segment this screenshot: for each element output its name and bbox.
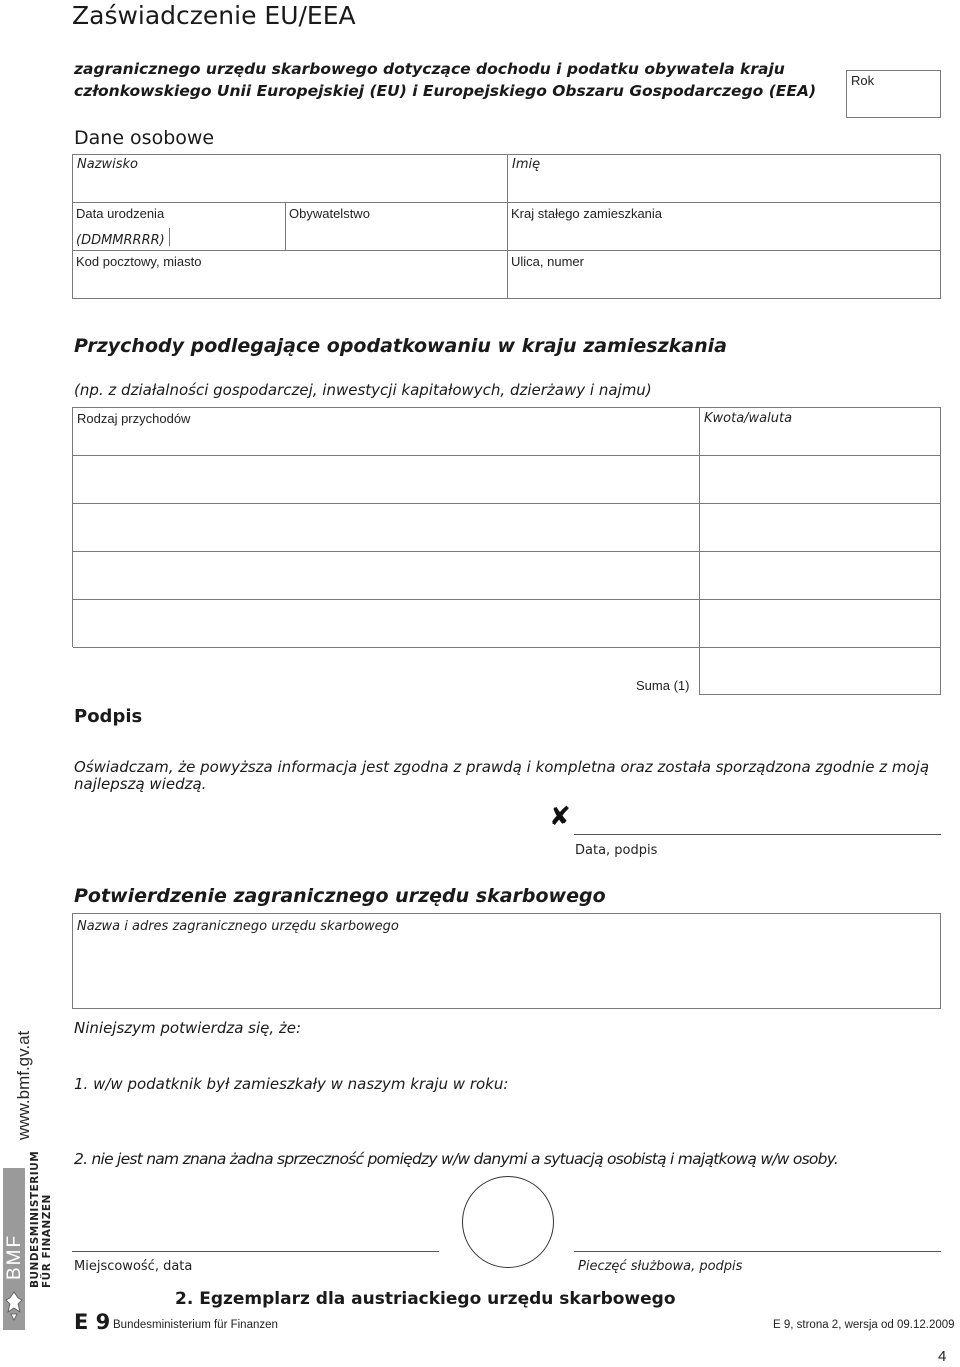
office-name-label: Nazwa i adres zagranicznego urzędu skarbowego xyxy=(77,919,399,934)
surname-field[interactable] xyxy=(73,155,506,201)
postal-city-label: Kod pocztowy, miasto xyxy=(76,254,202,269)
copy-note: 2. Egzemplarz dla austriackiego urzędu skarbowego xyxy=(175,1289,676,1309)
bmf-logo-text: BMF xyxy=(4,1233,25,1280)
birth-date-format: (DDMMRRRR) xyxy=(76,233,165,248)
stamp-sign-line[interactable] xyxy=(574,1251,941,1252)
form-version: E 9, strona 2, wersja od 09.12.2009 xyxy=(773,1319,955,1331)
confirm-item-2: 2. nie jest nam znana żadna sprzeczność pomiędzy w/w danymi a sytuacją osobistą i majątkową w/w osoby. xyxy=(74,1150,839,1168)
page-title: Zaświadczenie EU/EEA xyxy=(72,1,356,30)
place-date-line[interactable] xyxy=(72,1251,439,1252)
declaration-text: Oświadczam, że powyższa informacja jest zgodna z prawdą i kompletna oraz została sporządzona zgodnie z moją najlepszą wiedzą. xyxy=(74,758,930,793)
income-type-cell-4[interactable] xyxy=(73,600,698,646)
income-note: (np. z działalności gospodarczej, inwestycji kapitałowych, dzierżawy i najmu) xyxy=(74,381,652,399)
form-code: E 9 xyxy=(74,1310,111,1334)
signature-heading: Podpis xyxy=(74,706,143,727)
ministry-footer: Bundesministerium für Finanzen xyxy=(113,1319,278,1331)
first-name-field[interactable] xyxy=(508,155,940,201)
postal-city-field[interactable] xyxy=(73,251,506,298)
income-heading: Przychody podlegające opodatkowaniu w kraju zamieszkania xyxy=(74,335,727,357)
income-amount-cell-3[interactable] xyxy=(700,552,940,598)
income-amount-header: Kwota/waluta xyxy=(704,411,793,426)
street-field[interactable] xyxy=(508,251,940,298)
income-type-cell-1[interactable] xyxy=(73,456,698,502)
year-field[interactable] xyxy=(846,70,941,118)
income-type-cell-2[interactable] xyxy=(73,504,698,550)
confirm-item-1: 1. w/w podatknik był zamieszkały w naszym kraju w roku: xyxy=(74,1075,509,1093)
year-label: Rok xyxy=(851,73,875,88)
form-subtitle xyxy=(74,58,816,102)
confirm-intro: Niniejszym potwierdza się, że: xyxy=(74,1019,302,1037)
citizenship-field[interactable] xyxy=(286,203,506,249)
personal-data-heading: Dane osobowe xyxy=(74,127,215,149)
surname-label: Nazwisko xyxy=(77,157,139,172)
income-sum-left-edge xyxy=(72,647,73,696)
income-sum-blank xyxy=(72,648,699,697)
street-label: Ulica, numer xyxy=(511,254,584,269)
residence-country-field[interactable] xyxy=(508,203,940,249)
income-amount-cell-4[interactable] xyxy=(700,600,940,646)
first-name-label: Imię xyxy=(512,157,541,172)
income-sum-label: Suma (1) xyxy=(636,678,690,693)
income-type-header: Rodzaj przychodów xyxy=(77,411,191,426)
official-stamp-circle xyxy=(462,1176,554,1268)
residence-country-label: Kraj stałego zamieszkania xyxy=(511,206,663,221)
birth-date-field[interactable] xyxy=(73,203,284,249)
income-type-cell-3[interactable] xyxy=(73,552,698,598)
place-date-label: Miejscowość, data xyxy=(74,1259,193,1274)
birth-date-label: Data urodzenia xyxy=(76,206,165,221)
income-amount-cell-2[interactable] xyxy=(700,504,940,550)
date-sign-label: Data, podpis xyxy=(575,843,658,858)
confirmation-heading: Potwierdzenie zagranicznego urzędu skarbowego xyxy=(74,885,606,907)
signature-x-icon: ✘ xyxy=(549,802,571,832)
austrian-eagle-icon xyxy=(5,1290,23,1322)
office-name-field[interactable] xyxy=(72,913,941,1009)
bmf-ministry-line-2: FÜR FINANZEN xyxy=(41,1194,53,1288)
subtitle-line-2: członkowskiego Unii Europejskiej (EU) i Europejskiego Obszaru Gospodarczego (EEA) xyxy=(74,82,817,100)
subtitle-line-1: zagranicznego urzędu skarbowego dotyczące dochodu i podatku obywatela kraju xyxy=(74,60,785,78)
citizenship-label: Obywatelstwo xyxy=(289,206,370,221)
income-sum-field[interactable] xyxy=(700,648,940,694)
bmf-ministry-line-1: BUNDESMINISTERIUM xyxy=(29,1150,41,1288)
signature-line[interactable] xyxy=(574,834,941,835)
income-amount-cell-1[interactable] xyxy=(700,456,940,502)
stamp-sign-label: Pieczęć służbowa, podpis xyxy=(578,1259,743,1274)
sidebar-url: www.bmf.gv.at xyxy=(14,1030,33,1140)
page-number: 4 xyxy=(938,1348,947,1365)
